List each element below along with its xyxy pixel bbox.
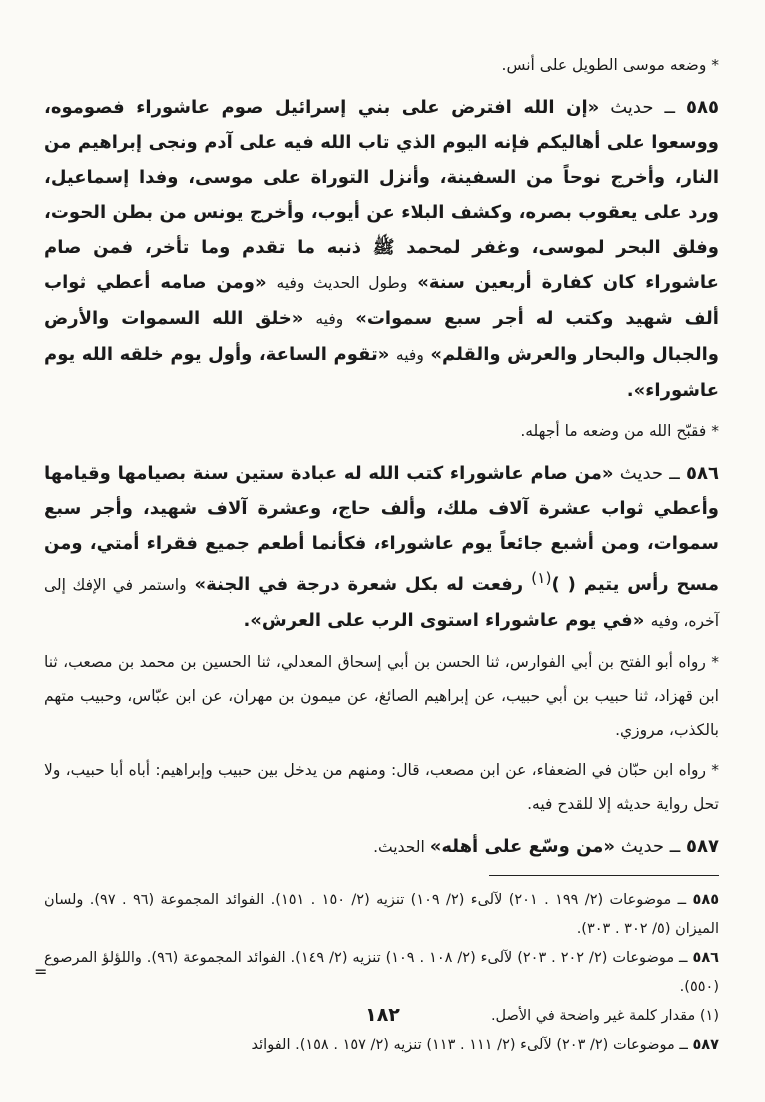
hadith-text: «تقوم الساعة، وأول يوم خلقه الله يوم عاشوراء».	[44, 344, 719, 401]
page-number: ١٨٢	[365, 1004, 400, 1026]
note-585-comment: * فقبّح الله من وضعه ما أجهله.	[520, 422, 719, 440]
hadith-587	[44, 829, 719, 865]
note-586-chain: * رواه أبو الفتح بن أبي الفوارس، ثنا الحسن بن أبي إسحاق المعدلي، ثنا الحسين بن محمد بن مصعب، ثنا ابن قهزاد، ثنا حبيب بن أبي حبيب، عن إبراهيم الصائغ، عن ميمون بن مهران، عن ابن عبّاس، وحبيب متهم بالكذب، مروزي.	[44, 653, 719, 739]
hadith-text: «من وسّع على أهله»	[429, 836, 616, 857]
hadith-connector: وفيه	[315, 310, 344, 328]
footnote-text: ــ موضوعات (٢/ ١٩٩ . ٢٠١) لآلىء (٢/ ١٠٩) تنزيه (٢/ ١٥٠ . ١٥١). الفوائد المجموعة (٩٦ . ٩٧). ولسان الميزان (٥/ ٣٠٢ . ٣٠٣).	[44, 892, 719, 937]
footnote-text: ــ موضوعات (٢/ ٢٠٢ . ٢٠٣) لآلىء (٢/ ١٠٨ . ١٠٩) تنزيه (٢/ ١٤٩). الفوائد المجموعة (٩٦). واللؤلؤ المرصوع (٥٥٠).	[44, 950, 719, 995]
hadith-lead: ــ حديث	[599, 97, 687, 118]
continuation-mark: =	[34, 962, 48, 981]
hadith-586	[44, 456, 719, 639]
hadith-text: «ومن صامه أعطي ثواب ألف شهيد وكتب له أجر سبع سموات»	[44, 272, 719, 329]
hadith-number: ٥٨٦	[686, 463, 719, 484]
footnote-585	[44, 886, 719, 944]
hadith-585	[44, 90, 719, 408]
hadith-number: ٥٨٥	[686, 97, 719, 118]
footnote-ref[interactable]: (١)	[531, 569, 552, 587]
note-586-ibn-hibban: * رواه ابن حبّان في الضعفاء، عن ابن مصعب، قال: ومنهم من يدخل بين حبيب وإبراهيم: أباه أبا حبيب، ولا تحل رواية حديثه إلا للقدح فيه.	[44, 761, 719, 813]
footnote-divider	[489, 875, 719, 876]
hadith-connector: وطول الحديث وفيه	[276, 274, 408, 292]
footnote-number: ٥٨٥	[692, 892, 720, 908]
hadith-lead: ــ حديث	[613, 463, 687, 484]
hadith-text: «إن الله افترض على بني إسرائيل صوم عاشوراء فصوموه، ووسعوا على أهاليكم فإنه اليوم الذي تاب الله فيه على آدم ونجى إبراهيم من النار، وأخرج نوحاً من السفينة، وأنزل التوراة على موسى، وفدا إسماعيل، ورد على يعقوب بصره، وكشف البلاء عن أيوب، وأخرج يونس من بطن الحوت، وفلق البحر لموسى، وغفر لمحمد ﷺ ذنبه ما تقدم وما تأخر، فمن صام عاشوراء كان كفارة أربعين سنة»	[44, 97, 719, 293]
footnote-586	[44, 944, 719, 1002]
footnote-number: ٥٨٦	[692, 950, 720, 966]
footnote-587	[44, 1031, 719, 1060]
hadith-connector: وفيه	[395, 346, 424, 364]
footnote-1: (١) مقدار كلمة غير واضحة في الأصل.	[490, 1008, 719, 1024]
hadith-text: «من صام عاشوراء كتب الله له عبادة ستين سنة بصيامها وقيامها وأعطي ثواب عشرة آلاف ملك، وألف حاج، وعشرة آلاف شهيد، وأجر سبع سموات، ومن أشبع جائعاً يوم عاشوراء، فكأنما أطعم جميع فقراء أمتي، ومن مسح رأس يتيم ( )	[44, 463, 719, 595]
hadith-number: ٥٨٧	[686, 836, 719, 857]
hadith-connector: الحديث.	[373, 838, 430, 856]
hadith-connector: واستمر في الإفك إلى آخره، وفيه	[44, 576, 719, 630]
note-585-author: * وضعه موسى الطويل على أنس.	[501, 56, 719, 74]
hadith-lead: ــ حديث	[615, 836, 687, 857]
footnote-number: ٥٨٧	[692, 1037, 719, 1053]
hadith-text: «خلق الله السموات والأرض والجبال والبحار والعرش والقلم»	[44, 308, 719, 365]
hadith-text: «في يوم عاشوراء استوى الرب على العرش».	[243, 610, 645, 631]
hadith-text: رفعت له بكل شعرة درجة في الجنة»	[194, 574, 532, 595]
footnote-text: ــ موضوعات (٢/ ٢٠٣) لآلىء (٢/ ١١١ . ١١٣) تنزيه (٢/ ١٥٧ . ١٥٨). الفوائد	[251, 1037, 693, 1053]
